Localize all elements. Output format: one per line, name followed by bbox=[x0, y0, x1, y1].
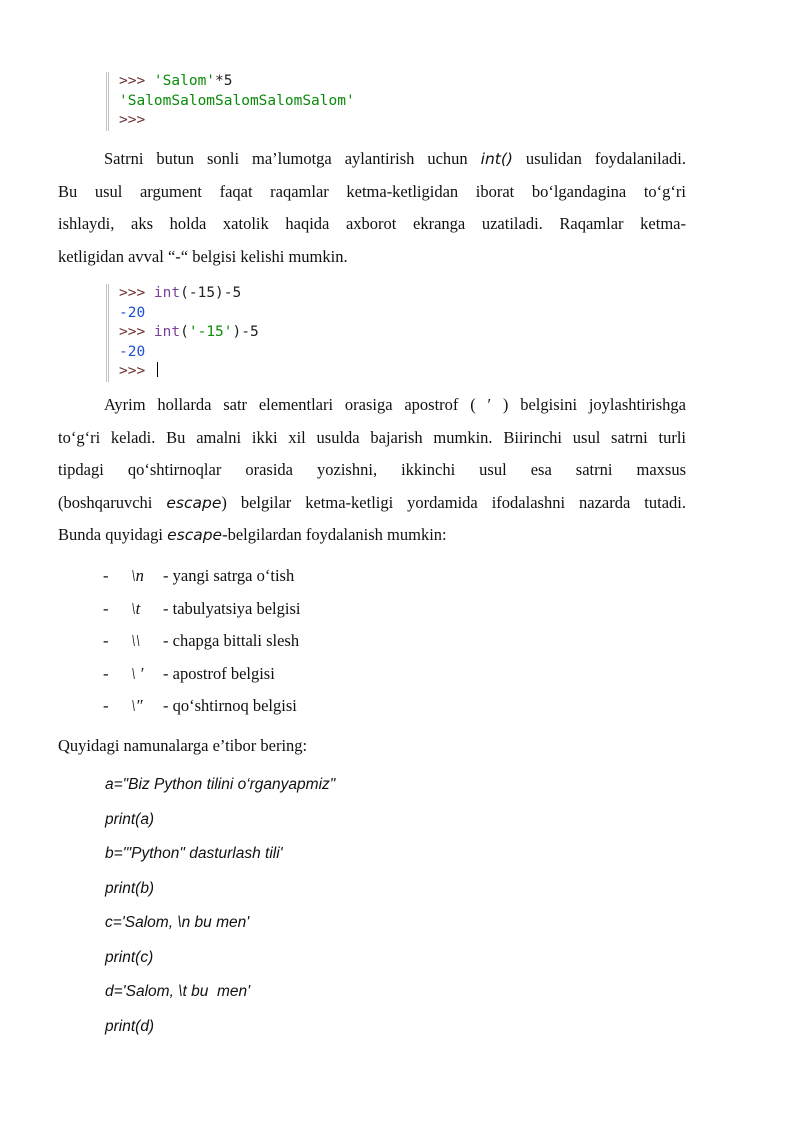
code-line: print(d) bbox=[105, 1017, 155, 1035]
paragraph-line: ketligidan avval “-“ belgisi kelishi mumkin. bbox=[58, 246, 348, 266]
shell-output: 'SalomSalomSalomSalomSalom' bbox=[119, 92, 355, 109]
shell-args: )-5 bbox=[232, 324, 259, 340]
shell-line bbox=[119, 362, 259, 382]
paragraph-line bbox=[58, 519, 686, 552]
shell-string: '-15' bbox=[188, 324, 233, 340]
code-examples bbox=[105, 768, 335, 1044]
paragraph-line: Bu usul argument faqat raqamlar ketma-ketligidan iborat bo‘lgandagina to‘g‘ri bbox=[58, 181, 686, 201]
code-line: print(b) bbox=[105, 879, 155, 897]
escape-description: - chapga bittali slesh bbox=[163, 631, 300, 650]
shell-output: -20 bbox=[119, 304, 146, 321]
shell-prompt: >>> bbox=[119, 363, 154, 379]
code-line: d='Salom, \t bu men' bbox=[105, 983, 251, 1000]
shell-line bbox=[119, 111, 355, 131]
paragraph-line: tipdagi qo‘shtirnoqlar orasida yozishni, ikkinchi usul esa satrni maxsus bbox=[58, 460, 686, 479]
text: usulidan foydalaniladi. bbox=[512, 149, 686, 168]
escape-sequence: \ ′ bbox=[131, 663, 144, 683]
list-dash: - bbox=[103, 696, 109, 715]
shell-line bbox=[119, 72, 355, 92]
shell-prompt: >>> bbox=[119, 324, 154, 340]
text: (boshqaruvchi bbox=[58, 492, 167, 512]
list-dash: - bbox=[103, 598, 109, 618]
shell-builtin: int bbox=[153, 285, 181, 301]
escape-description: - tabulyatsiya belgisi bbox=[163, 598, 301, 618]
escape-sequence: \n bbox=[131, 566, 144, 585]
list-dash: - bbox=[103, 663, 109, 683]
shell-line bbox=[119, 284, 259, 304]
shell-paren: ( bbox=[180, 324, 189, 340]
shell-prompt: >>> bbox=[119, 73, 154, 89]
text: ) belgilar ketma-ketligi yordamida ifodalashni nazarda tutadi. bbox=[221, 492, 686, 512]
list-dash: - bbox=[103, 631, 109, 650]
paragraph-line bbox=[58, 143, 686, 176]
shell-builtin: int bbox=[153, 324, 181, 340]
paragraph-line bbox=[58, 487, 686, 520]
text: Satrni butun sonli ma’lumotga aylantirish uchun bbox=[104, 149, 481, 168]
python-shell-snippet-2 bbox=[106, 284, 259, 382]
list-item bbox=[103, 658, 300, 691]
shell-line bbox=[119, 92, 355, 112]
code-line: b='"Python" dasturlash tili' bbox=[105, 845, 283, 862]
shell-args: (-15)-5 bbox=[180, 285, 242, 301]
code-line: print(c) bbox=[105, 948, 154, 966]
text-cursor bbox=[157, 362, 159, 377]
escape-sequence-list bbox=[103, 560, 300, 723]
shell-line bbox=[119, 323, 259, 343]
inline-term: escape bbox=[167, 526, 223, 544]
list-item bbox=[103, 593, 300, 626]
escape-sequence: \″ bbox=[131, 696, 143, 715]
shell-string: 'Salom' bbox=[153, 73, 216, 89]
escape-description: - apostrof belgisi bbox=[163, 663, 275, 683]
paragraph-line: ishlaydi, aks holda xatolik haqida axborot ekranga uzatiladi. Raqamlar ketma- bbox=[58, 214, 686, 233]
escape-description: - qo‘shtirnoq belgisi bbox=[163, 696, 297, 715]
paragraph-int-usage bbox=[58, 143, 686, 273]
shell-prompt: >>> bbox=[119, 285, 154, 301]
inline-term: escape bbox=[166, 493, 222, 512]
text: -belgilardan foydalanish mumkin: bbox=[222, 525, 447, 544]
list-item bbox=[103, 560, 300, 593]
escape-sequence: \t bbox=[131, 598, 141, 618]
paragraph-line bbox=[58, 389, 686, 422]
paragraph-line: to‘g‘ri keladi. Bu amalni ikki xil usulda bajarish mumkin. Biirinchi usul satrni turli bbox=[58, 427, 686, 447]
python-shell-snippet-1 bbox=[106, 72, 355, 131]
paragraph-escape-intro bbox=[58, 389, 686, 552]
shell-operator: *5 bbox=[215, 73, 233, 89]
list-dash: - bbox=[103, 566, 109, 585]
list-item bbox=[103, 690, 300, 723]
shell-prompt: >>> bbox=[119, 112, 146, 128]
examples-intro: Quyidagi namunalarga e’tibor bering: bbox=[58, 736, 308, 755]
shell-line bbox=[119, 343, 259, 363]
code-line: a="Biz Python tilini o‘rganyapmiz" bbox=[105, 776, 336, 793]
escape-description: - yangi satrga o‘tish bbox=[163, 566, 295, 585]
text: Ayrim hollarda satr elementlari orasiga apostrof ( ′ ) belgisini joylashtirishga bbox=[104, 395, 686, 414]
shell-line bbox=[119, 304, 259, 324]
inline-code: int() bbox=[480, 150, 513, 168]
text: Bunda quyidagi bbox=[58, 525, 168, 544]
shell-output: -20 bbox=[119, 343, 146, 360]
list-item bbox=[103, 625, 300, 658]
code-line: c='Salom, \n bu men' bbox=[105, 914, 250, 931]
code-line: print(a) bbox=[105, 810, 155, 828]
escape-sequence: \\ bbox=[131, 631, 141, 650]
